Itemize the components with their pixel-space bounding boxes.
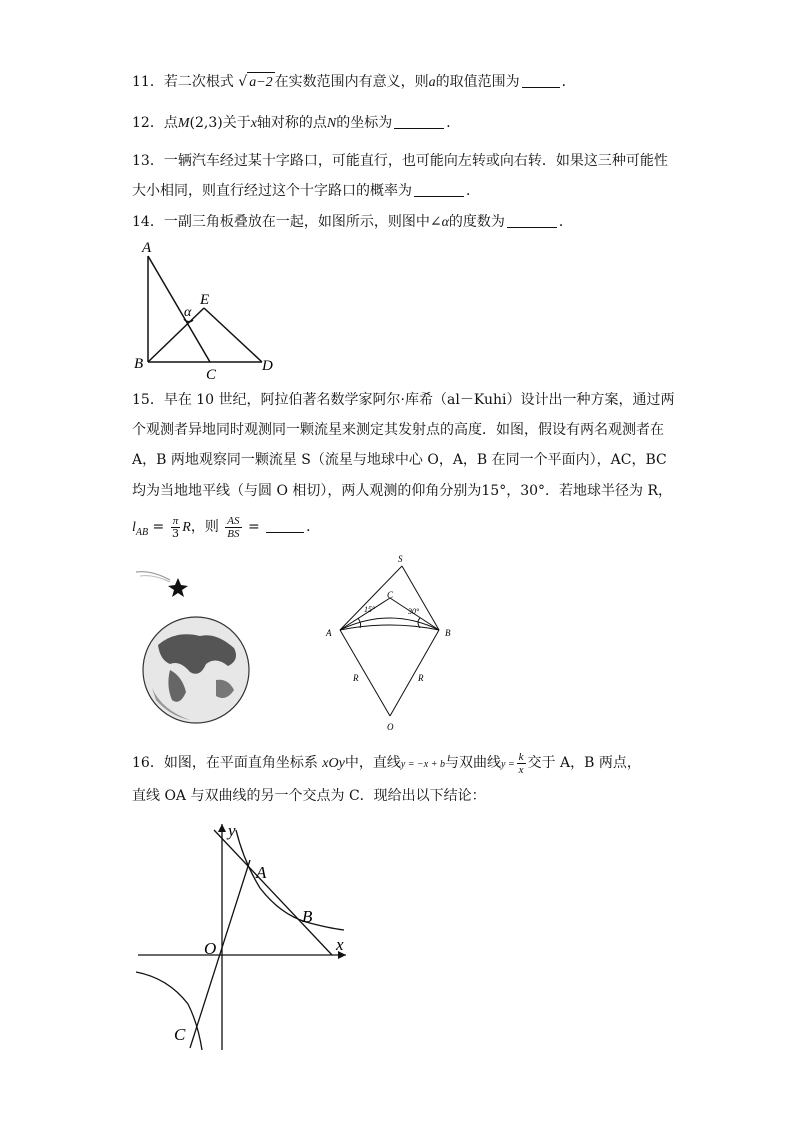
point-n: N xyxy=(326,116,337,131)
q13-text-1: 一辆汽车经过某十字路口，可能直行，也可能向左转或向右转．如果这三种可能性 xyxy=(163,153,668,169)
frac-x: x xyxy=(518,763,524,776)
q12-end: ． xyxy=(446,115,461,131)
q15-text-2: 个观测者异地同时观测同一颗流星来测定其发射点的高度．如图，假设有两名观测者在 xyxy=(132,422,664,438)
q11-var: a xyxy=(428,75,436,90)
fraction-k-over-x xyxy=(517,751,526,776)
frac-denominator: 3 xyxy=(172,526,179,540)
answer-blank[interactable] xyxy=(414,182,464,197)
point-m-coords: (2,3) xyxy=(189,115,223,131)
q16-text-1b: 中，直线 xyxy=(344,755,401,771)
answer-blank[interactable] xyxy=(522,73,560,88)
q12-text: 点 xyxy=(163,115,178,131)
label-s: S xyxy=(398,554,403,564)
q12-tail: 的坐标为 xyxy=(336,115,393,131)
q13-text-2: 大小相同，则直行经过这个十字路口的概率为 xyxy=(132,183,412,199)
label-c: C xyxy=(387,590,394,600)
earth-icon xyxy=(143,617,249,723)
question-13-line-1 xyxy=(132,151,668,171)
q14-tail: 的度数为 xyxy=(448,214,505,230)
label-b: B xyxy=(302,907,313,926)
line-oc xyxy=(190,860,250,1048)
q16-text-1d: 交于 A，B 两点， xyxy=(527,755,641,771)
label-d: D xyxy=(262,358,273,374)
triangle-set-figure xyxy=(132,236,282,382)
label-o: O xyxy=(204,939,217,958)
answer-blank[interactable] xyxy=(507,213,557,228)
frac-bs: BS xyxy=(227,527,240,540)
q14-number: 14． xyxy=(132,214,164,230)
q15-text-1: 早在 10 世纪，阿拉伯著名数学家阿尔·库希（al－Kuhi）设计出一种方案，通过两 xyxy=(163,392,675,408)
frac-k: k xyxy=(518,750,524,763)
answer-blank[interactable] xyxy=(394,114,444,129)
line-equation: y = −x + b xyxy=(400,759,445,770)
label-30-degrees: 30° xyxy=(408,607,420,616)
q11-text-2: 在实数范围内有意义，则 xyxy=(274,74,429,90)
fraction-as-over-bs xyxy=(225,515,241,540)
line-ab xyxy=(214,830,332,955)
radius-symbol: R xyxy=(182,520,191,535)
q15-then: ，则 xyxy=(190,519,219,535)
question-15-line-4 xyxy=(132,481,672,501)
y-axis-arrow-icon xyxy=(218,824,226,832)
question-15-line-5: $l_{AB}$ = $\frac{\pi}{3}$ R，则 $\frac{AS}{BS}$ = ． xyxy=(132,514,321,540)
q12-mid2: 轴对称的点 xyxy=(256,115,327,131)
hyperbola-branch-1 xyxy=(236,830,344,930)
label-y: y xyxy=(228,821,236,840)
q12-number: 12． xyxy=(132,115,164,131)
label-15-degrees: 15° xyxy=(364,605,376,614)
q14-end: ． xyxy=(558,214,573,230)
label-a: A xyxy=(256,863,267,882)
question-16-line-2 xyxy=(132,786,486,806)
question-15-line-3 xyxy=(132,450,667,470)
answer-blank[interactable] xyxy=(266,518,304,533)
label-b: B xyxy=(445,628,451,638)
q12-mid: 关于 xyxy=(222,115,251,131)
q14-text: 一副三角板叠放在一起，如图所示，则图中∠ xyxy=(163,214,442,230)
q13-end: ． xyxy=(466,183,480,199)
label-x: x xyxy=(336,935,344,954)
angle-alpha: α xyxy=(441,215,449,230)
question-12 xyxy=(132,113,460,134)
q15-text-3: A，B 两地观察同一颗流星 S（流星与地球中心 O，A，B 在同一个平面内），AC，BC xyxy=(132,452,667,468)
coordinate-graph xyxy=(132,818,352,1056)
question-15-line-1 xyxy=(132,390,674,410)
q15-end: ． xyxy=(306,519,321,535)
radicand: a−2 xyxy=(247,72,274,93)
q11-text: 若二次根式 xyxy=(163,74,234,90)
question-15-line-2 xyxy=(132,420,664,440)
coordinate-system-label: xOy xyxy=(322,756,345,771)
q15-text-4: 均为当地地平线（与圆 O 相切），两人观测的仰角分别为15°，30°．若地球半径为 R， xyxy=(132,483,672,499)
question-16-line-1 xyxy=(132,748,641,780)
q11-number: 11． xyxy=(132,74,164,90)
label-alpha: α xyxy=(184,305,192,320)
frac-numerator: π xyxy=(172,514,179,527)
q13-number: 13． xyxy=(132,153,164,169)
earth-meteor-illustration xyxy=(130,560,270,730)
q16-text-2: 直线 OA 与双曲线的另一个交点为 C．现给出以下结论： xyxy=(132,788,486,804)
question-14 xyxy=(132,212,573,233)
q16-text-1a: 如图，在平面直角坐标系 xyxy=(163,755,318,771)
sqrt-expression: √ a−2 xyxy=(238,74,274,90)
hyperbola-branch-2 xyxy=(136,972,202,1050)
axis-x: x xyxy=(250,116,257,131)
q11-tail: 的取值范围为 xyxy=(435,74,520,90)
label-r-left: R xyxy=(353,673,359,683)
q15-number: 15． xyxy=(132,392,164,408)
label-r-right: R xyxy=(418,673,424,683)
arc-length-symbol: l xyxy=(132,520,136,535)
q16-number: 16． xyxy=(132,755,164,771)
arc-subscript: AB xyxy=(135,526,149,538)
label-a: A xyxy=(326,628,332,638)
label-e: E xyxy=(200,292,210,308)
q11-end: ． xyxy=(561,74,576,90)
frac-as: AS xyxy=(227,514,240,527)
observation-diagram xyxy=(320,548,470,738)
fraction-pi-over-3 xyxy=(171,515,181,540)
q16-text-1c: 与双曲线 xyxy=(444,755,501,771)
label-a: A xyxy=(142,240,152,256)
hyperbola-y: y = xyxy=(500,759,515,770)
question-13-line-2 xyxy=(132,181,480,201)
meteor-icon xyxy=(136,572,188,597)
question-11 xyxy=(132,72,576,93)
label-c: C xyxy=(206,367,217,382)
label-b: B xyxy=(134,356,144,372)
label-c: C xyxy=(174,1025,186,1044)
point-m: M xyxy=(177,116,190,131)
label-o: O xyxy=(387,722,394,732)
